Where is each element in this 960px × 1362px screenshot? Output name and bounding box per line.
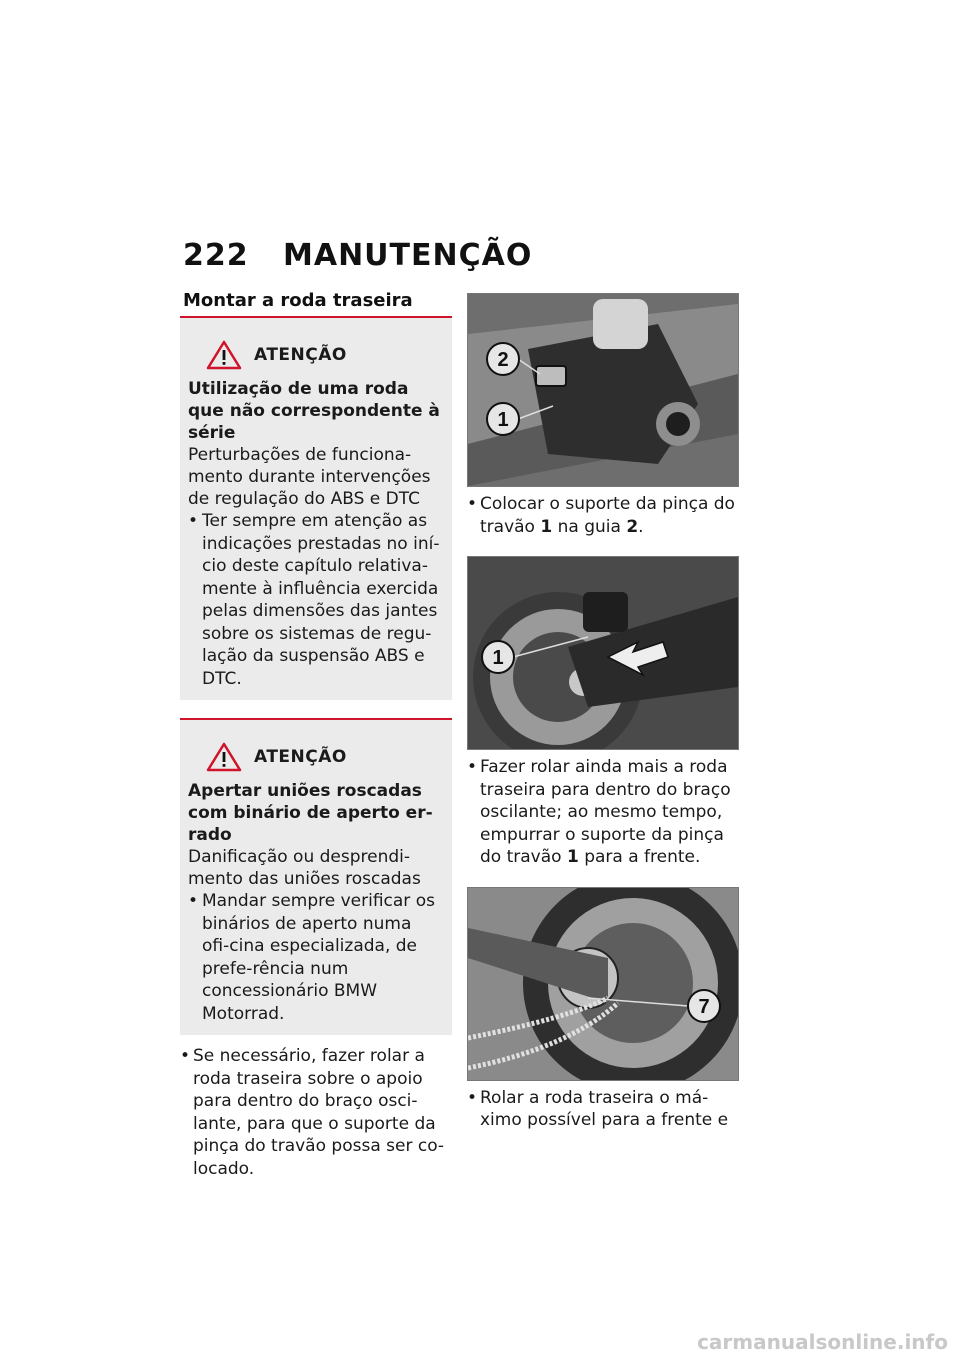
wheel-push-illustration <box>468 557 738 749</box>
warning-instruction-text: Ter sempre em atenção as indicações prestadas no iní-cio deste capítulo relativa-mente à influência exercida pelas dimensões das jantes sobre os sistemas de regu-lação da suspensão ABS e DTC. <box>202 511 440 689</box>
procedure-step: • Colocar o suporte da pinça do travão 1 na guia 2. <box>467 494 735 537</box>
left-column <box>180 316 452 1180</box>
warning-header <box>206 340 444 370</box>
warning-box-1 <box>180 316 452 700</box>
reference-number: 1 <box>540 516 553 537</box>
callout-label: 1 <box>492 647 504 669</box>
step-text: para a frente. <box>578 847 701 867</box>
page-header <box>183 238 532 273</box>
figure-chain <box>467 887 739 1081</box>
chapter-title: MANUTENÇÃO <box>283 238 533 273</box>
caliper-guide-illustration <box>468 294 738 486</box>
callout-label: 2 <box>497 349 509 371</box>
warning-instruction-text: Mandar sempre verificar os binários de aperto numa ofi-cina especializada, de prefe-rência num concessionário BMW Motorrad. <box>202 891 435 1024</box>
warning-subject: Apertar uniões roscadas com binário de aperto er-rado <box>188 781 433 845</box>
section-title: Montar a roda traseira <box>183 290 413 311</box>
warning-triangle-icon <box>206 340 242 370</box>
warning-subject: Utilização de uma roda que não correspondente à série <box>188 379 440 443</box>
watermark: carmanualsonline.info <box>697 1330 948 1354</box>
step-text: na guia <box>552 516 627 537</box>
drive-chain-illustration <box>468 888 738 1080</box>
warning-consequence: Danificação ou desprendi-mento das uniões roscadas <box>188 847 421 889</box>
procedure-step: • Fazer rolar ainda mais a roda traseira para dentro do braço oscilante; ao mesmo tempo, empurrar o suporte da pinça do travão 1 para a frente. <box>467 757 731 867</box>
figure-wheel-push <box>467 556 739 750</box>
step-text: Colocar o suporte da pinça do travão <box>480 494 735 537</box>
right-column <box>467 293 739 1150</box>
procedure-step-text: Se necessário, fazer rolar a roda traseira sobre o apoio para dentro do braço osci-lante, para que o suporte da pinça do travão possa ser co-locado. <box>193 1046 445 1179</box>
callout-label: 7 <box>698 995 710 1018</box>
warning-consequence: Perturbações de funciona-mento durante intervenções de regulação do ABS e DTC <box>188 445 431 509</box>
reference-number: 2 <box>626 516 639 537</box>
warning-instruction: • Ter sempre em atenção as indicações prestadas no iní-cio deste capítulo relativa-mente à influência exercida pelas dimensões das jantes sobre os sistemas de regu-lação da suspensão ABS e DTC. <box>188 511 440 689</box>
warning-header <box>206 742 444 772</box>
warning-label: ATENÇÃO <box>254 345 347 365</box>
step-text: Fazer rolar ainda mais a roda traseira para dentro do braço oscilante; ao mesmo tempo, empurrar o suporte da pinça do travão <box>480 757 731 867</box>
warning-instruction: • Mandar sempre verificar os binários de aperto numa ofi-cina especializada, de prefe-rência num concessionário BMW Motorrad. <box>188 891 435 1024</box>
warning-label: ATENÇÃO <box>254 747 347 767</box>
reference-number: 1 <box>566 847 579 867</box>
callout-label: 1 <box>497 409 509 431</box>
figure-caliper-guide <box>467 293 739 487</box>
warning-box-2 <box>180 718 452 1035</box>
step-text: Rolar a roda traseira o má-ximo possível para a frente e <box>480 1087 729 1130</box>
warning-triangle-icon <box>206 742 242 772</box>
procedure-step: • Se necessário, fazer rolar a roda traseira sobre o apoio para dentro do braço osci-lante, para que o suporte da pinça do travão possa ser co-locado. <box>180 1046 445 1179</box>
page-number: 222 <box>183 238 249 273</box>
step-text: . <box>638 516 644 537</box>
procedure-step: • Rolar a roda traseira o má-ximo possível para a frente e <box>467 1087 729 1130</box>
